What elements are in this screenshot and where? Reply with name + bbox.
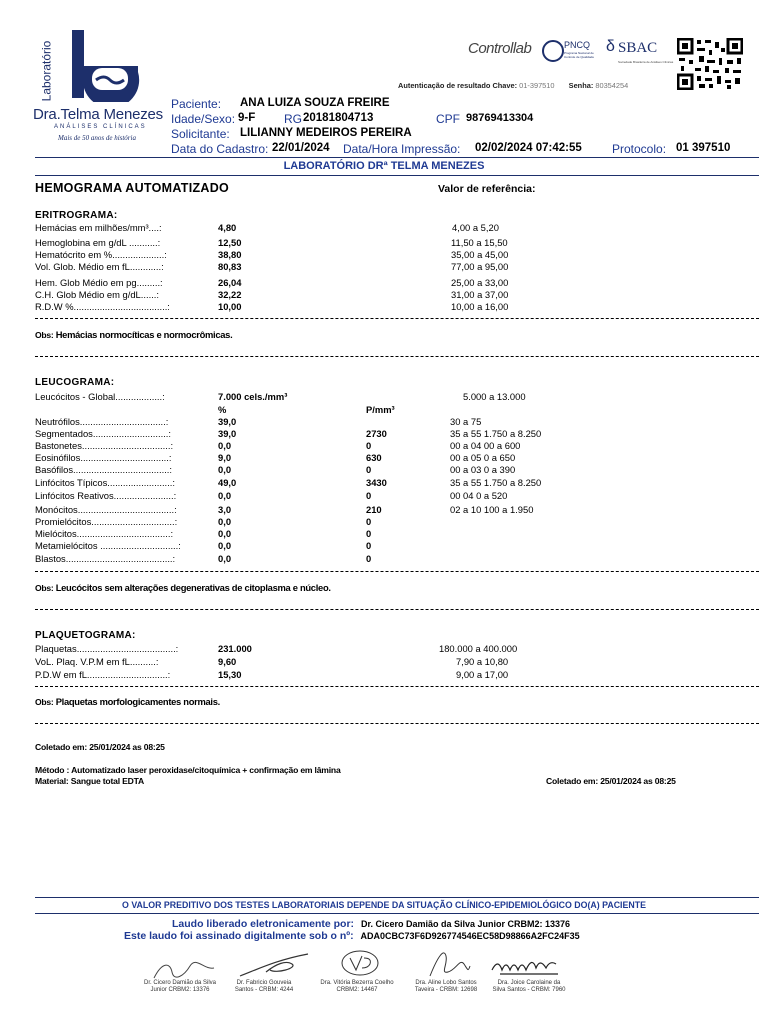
signature-4 — [404, 980, 488, 994]
rg-value: 20181804713 — [303, 112, 374, 124]
pncq-icon — [542, 40, 564, 62]
logo-sub: ANÁLISES CLÍNICAS — [54, 124, 147, 130]
divider — [35, 609, 759, 610]
row-label: Vol. Glob. Médio em fL............: — [35, 261, 164, 272]
auth-label: Autenticação de resultado Chave: — [398, 81, 518, 90]
lab-title: LABORATÓRIO DRª TELMA MENEZES — [283, 160, 485, 172]
row-label: Mielócitos....................................: — [35, 528, 174, 539]
row-label: Segmentados.............................: — [35, 428, 171, 439]
header-rule-bottom — [35, 175, 759, 176]
signature-2-icon — [236, 950, 316, 980]
pncq-text: PNCQ — [564, 40, 591, 50]
impressao-label: Data/Hora Impressão: — [343, 142, 461, 156]
ref-header: Valor de referência: — [438, 183, 536, 195]
signature-reg: Santos - CRBM: 4244 — [234, 987, 294, 993]
eritrograma-title: ERITROGRAMA: — [35, 210, 118, 221]
logo-vertical-word: Laboratório — [39, 40, 54, 102]
qr-code-icon — [677, 38, 743, 90]
obs-text: Plaquetas morfologicamentes normais. — [55, 696, 220, 707]
cadastro-value: 22/01/2024 — [272, 142, 330, 154]
sbac-text: SBAC — [618, 40, 658, 56]
row-pct: 0,0 — [218, 528, 232, 539]
divider — [35, 356, 759, 357]
row-ref: 00 04 0 a 520 — [450, 490, 508, 501]
row-ref: 180.000 a 400.000 — [439, 643, 518, 654]
plaquetograma-obs — [35, 696, 220, 708]
protocolo-label: Protocolo: — [612, 142, 667, 156]
footer-rule-bottom — [35, 913, 759, 914]
abs-header: P/mm³ — [366, 404, 395, 415]
plaquetograma-title: PLAQUETOGRAMA: — [35, 630, 136, 641]
row-label: Eosinófilos..................................: — [35, 452, 172, 463]
coletado-em-right: Coletado em: 25/01/2024 as 08:25 — [546, 776, 676, 786]
solicitante-value: LILIANNY MEDEIROS PEREIRA — [240, 127, 412, 139]
signature-3-icon — [338, 948, 384, 980]
signature-5 — [484, 980, 574, 994]
row-label: Hemoglobina em g/dL ...........: — [35, 237, 161, 248]
auth-line — [398, 81, 628, 90]
row-value: 26,04 — [218, 277, 242, 288]
row-label: Hematócrito em %....................: — [35, 249, 167, 260]
signature-name: Dra. Vitória Bezerra Coelho — [320, 980, 394, 986]
signature-2 — [222, 980, 306, 994]
signature-name: Dra. Joice Carolaine da — [497, 980, 561, 986]
divider — [35, 723, 759, 724]
row-label: Hemácias em milhões/mm³....: — [35, 222, 162, 233]
paciente-value: ANA LUIZA SOUZA FREIRE — [240, 97, 390, 109]
row-pct: 9,0 — [218, 452, 232, 463]
row-label: Hem. Glob Médio em pg.........: — [35, 277, 163, 288]
auth-key: 01-397510 — [519, 81, 555, 90]
row-label: P.D.W em fL...............................: — [35, 669, 171, 680]
pct-header: % — [218, 404, 227, 415]
row-value: 10,00 — [218, 301, 242, 312]
row-value: 9,60 — [218, 656, 237, 667]
controllab-text: Controllab — [468, 40, 532, 57]
row-ref: 00 a 03 0 a 390 — [450, 464, 516, 475]
signature-5-icon — [488, 952, 568, 978]
logo-t-mark-icon — [52, 28, 152, 102]
lab-logo — [30, 28, 170, 148]
row-pct: 3,0 — [218, 504, 232, 515]
row-value: 231.000 — [218, 643, 252, 654]
row-value: 7.000 cels./mm³ — [218, 391, 288, 402]
obs-text: Leucócitos sem alterações degenerativas de citoplasma e núcleo. — [55, 582, 331, 593]
solicitante-label: Solicitante: — [171, 127, 230, 141]
row-ref: 00 a 05 0 a 650 — [450, 452, 516, 463]
metodo: Método : Automatizado laser peroxidase/citoquímica + confirmação em lâmina — [35, 765, 341, 775]
row-label: VoL. Plaq. V.P.M em fL..........: — [35, 656, 159, 667]
row-value: 4,80 — [218, 222, 237, 233]
row-ref: 7,90 a 10,80 — [456, 656, 509, 667]
row-label: Blastos.........................................: — [35, 553, 176, 564]
material: Material: Sangue total EDTA — [35, 776, 145, 786]
signature-name: Dr. Fabricio Gouveia — [236, 980, 292, 986]
idade-label: Idade/Sexo: — [171, 112, 236, 126]
row-ref: 77,00 a 95,00 — [451, 261, 509, 272]
row-label: Monócitos.....................................: — [35, 504, 177, 515]
rg-label: RG — [284, 112, 302, 126]
row-value: 80,83 — [218, 261, 242, 272]
controllab-seal — [468, 40, 531, 58]
row-abs: 0 — [366, 553, 372, 564]
cpf-value: 98769413304 — [466, 112, 534, 124]
row-label: Promielócitos................................: — [35, 516, 178, 527]
row-ref: 31,00 a 37,00 — [451, 289, 509, 300]
signature-reg: Silva Santos - CRBM: 7960 — [492, 987, 566, 993]
paciente-label: Paciente: — [171, 97, 222, 111]
row-abs: 210 — [366, 504, 382, 515]
release-value: Dr. Cicero Damião da Silva Junior CRBM2: 13376 — [360, 919, 571, 929]
row-ref: 5.000 a 13.000 — [463, 391, 526, 402]
divider — [35, 686, 759, 687]
senha-label: Senha: — [568, 81, 594, 90]
row-value: 32,22 — [218, 289, 242, 300]
footer-rule-top — [35, 897, 759, 898]
obs-label: Obs: — [35, 330, 54, 340]
row-pct: 0,0 — [218, 490, 232, 501]
row-pct: 0,0 — [218, 440, 232, 451]
row-ref: 35 a 55 1.750 a 8.250 — [450, 428, 542, 439]
obs-text: Hemácias normocíticas e normocrômicas. — [55, 329, 233, 340]
exam-title: HEMOGRAMA AUTOMATIZADO — [35, 181, 230, 195]
cadastro-label: Data do Cadastro: — [171, 142, 269, 156]
eritrograma-obs — [35, 329, 232, 341]
release-label: Laudo liberado eletronicamente por: — [172, 918, 355, 930]
impressao-value: 02/02/2024 07:42:55 — [475, 142, 582, 154]
leucograma-obs — [35, 582, 331, 594]
logo-name: Dra.Telma Menezes — [33, 106, 163, 123]
row-ref: 00 a 04 00 a 600 — [450, 440, 521, 451]
row-abs: 3430 — [366, 477, 387, 488]
signature-4-icon — [424, 946, 474, 980]
leucograma-title: LEUCOGRAMA: — [35, 377, 115, 388]
row-ref: 4,00 a 5,20 — [452, 222, 499, 233]
row-ref: 9,00 a 17,00 — [456, 669, 509, 680]
release-label: Este laudo foi assinado digitalmente sob o nº: — [124, 930, 354, 942]
disclaimer: O VALOR PREDITIVO DOS TESTES LABORATORIAIS DEPENDE DA SITUAÇÃO CLÍNICO-EPIDEMIOLÓGICO DO(A) PACIENTE — [122, 900, 646, 910]
signature-reg: CRBM2: 14467 — [336, 987, 378, 993]
sbac-icon: δ — [606, 38, 615, 55]
row-label: Metamielócitos ..............................: — [35, 540, 181, 551]
row-label: Plaquetas......................................: — [35, 643, 179, 654]
idade-value: 9-F — [238, 112, 256, 124]
signature-3 — [312, 980, 402, 994]
row-abs: 0 — [366, 490, 372, 501]
divider — [35, 318, 759, 319]
row-label: Linfócitos Reativos.......................: — [35, 490, 177, 501]
row-label: Linfócitos Típicos.........................: — [35, 477, 175, 488]
row-pct: 0,0 — [218, 464, 232, 475]
row-label: Leucócitos - Global..................: — [35, 391, 165, 402]
row-ref: 30 a 75 — [450, 416, 482, 427]
logo-slogan: Mais de 50 anos de história — [58, 134, 136, 142]
signature-reg: Junior CRBM2: 13376 — [150, 987, 210, 993]
pncq-sub: Programa Nacional de Controle de Qualidade — [564, 51, 595, 59]
signature-name: Dra. Aline Lobo Santos — [415, 980, 477, 986]
row-value: 12,50 — [218, 237, 242, 248]
row-ref: 10,00 a 16,00 — [451, 301, 509, 312]
cpf-label: CPF — [436, 112, 460, 126]
row-pct: 0,0 — [218, 553, 232, 564]
signature-reg: Taveira - CRBM: 12698 — [414, 987, 478, 993]
row-ref: 11,50 a 15,50 — [451, 237, 508, 248]
signature-name: Dr. Cicero Damião da Silva — [143, 980, 217, 986]
row-abs: 0 — [366, 528, 372, 539]
obs-label: Obs: — [35, 583, 54, 593]
release-value: ADA0CBC73F6D926774546EC58D98866A2FC24F35 — [360, 931, 580, 941]
divider — [35, 571, 759, 572]
row-label: R.D.W %....................................: — [35, 301, 170, 312]
row-label: Bastonetes..................................: — [35, 440, 174, 451]
row-pct: 49,0 — [218, 477, 237, 488]
release-line-1 — [172, 918, 570, 930]
row-abs: 0 — [366, 440, 372, 451]
row-pct: 0,0 — [218, 540, 232, 551]
obs-label: Obs: — [35, 697, 54, 707]
header-rule-top — [35, 157, 759, 158]
row-abs: 0 — [366, 464, 372, 475]
row-abs: 0 — [366, 516, 372, 527]
row-ref: 25,00 a 33,00 — [451, 277, 509, 288]
row-value: 38,80 — [218, 249, 242, 260]
row-ref: 02 a 10 100 a 1.950 — [450, 504, 534, 515]
row-label: Neutrófilos.................................: — [35, 416, 169, 427]
coletado-em: Coletado em: 25/01/2024 as 08:25 — [35, 742, 165, 752]
row-abs: 630 — [366, 452, 382, 463]
sbac-seal — [606, 38, 674, 66]
sbac-sub: Sociedade Brasileira de Análises Clínicas — [618, 60, 674, 64]
senha-value: 80354254 — [595, 81, 629, 90]
row-value: 15,30 — [218, 669, 242, 680]
row-label: C.H. Glob Médio em g/dL......: — [35, 289, 160, 300]
pncq-seal — [542, 38, 600, 66]
signature-1 — [140, 980, 220, 994]
row-abs: 0 — [366, 540, 372, 551]
protocolo-value: 01 397510 — [676, 142, 731, 154]
row-pct: 39,0 — [218, 428, 237, 439]
release-line-2 — [124, 930, 580, 942]
row-label: Basófilos.....................................: — [35, 464, 173, 475]
row-ref: 35 a 55 1.750 a 8.250 — [450, 477, 542, 488]
row-ref: 35,00 a 45,00 — [451, 249, 509, 260]
row-pct: 0,0 — [218, 516, 232, 527]
row-pct: 39,0 — [218, 416, 237, 427]
row-abs: 2730 — [366, 428, 387, 439]
